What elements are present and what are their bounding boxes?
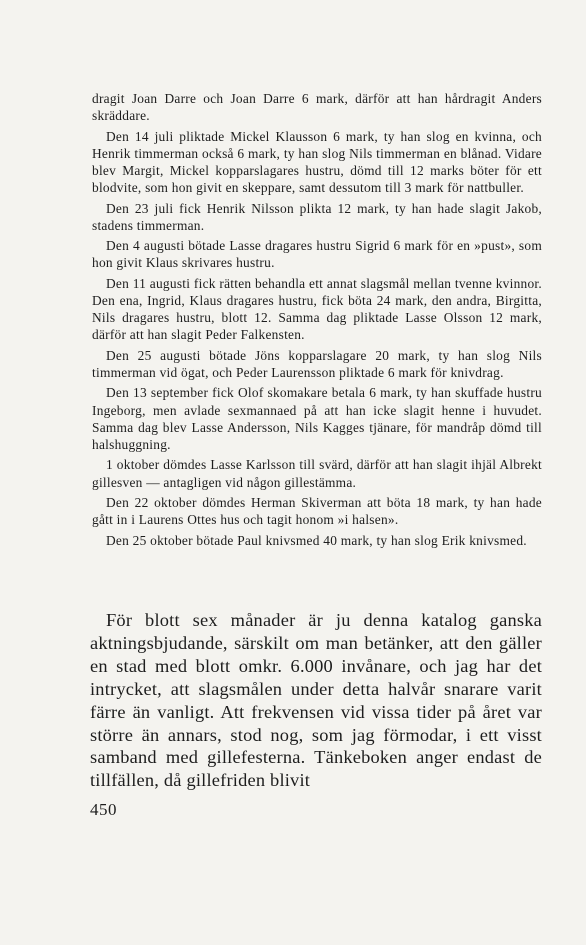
record-entry: Den 23 juli fick Henrik Nilsson plikta 12 mark, ty han hade slagit Jakob, stadens timmerman. — [92, 200, 542, 233]
main-paragraph: För blott sex månader är ju denna katalog ganska aktningsbjudande, särskilt om man betänker, att den gäller en stad med blott omkr. 6.000 invånare, och jag har det intrycket, att slagsmålen under detta halvår snarare varit färre än vanligt. Att frekvensen vid vissa tider på året var större än annars, stod nog, som jag förmodar, i ett visst samband med gillefesterna. Tänkeboken anger endast de tillfällen, då gillefriden blivit — [90, 610, 542, 791]
record-entry: 1 oktober dömdes Lasse Karlsson till svärd, därför att han slagit ihjäl Albrekt gillesven — antagligen vid någon gillestämma. — [92, 457, 542, 490]
page-number: 450 — [90, 800, 117, 819]
record-entry: Den 11 augusti fick rätten behandla ett annat slagsmål mellan tvenne kvinnor. Den ena, Ingrid, Klaus dragares hustru, fick böta 24 mark, den andra, Birgitta, Nils dragares hustru, blott 12. Samma dag pliktade Lasse Olsson 12 mark, därför att han slagit Peder Falkensten. — [92, 275, 542, 343]
record-entry: Den 25 augusti bötade Jöns kopparslagare 20 mark, ty han slog Nils timmerman vid ögat, och Peder Laurensson pliktade 6 mark för knivdrag. — [92, 347, 542, 380]
record-entry: Den 25 oktober bötade Paul knivsmed 40 mark, ty han slog Erik knivsmed. — [106, 532, 527, 548]
record-entry: Den 13 september fick Olof skomakare betala 6 mark, ty han skuffade hustru Ingeborg, men avlade sexmannaed på att han icke slagit henne i huvudet. Samma dag blev Lasse Andersson, Nils Kagges tjänare, för mandråp dömd till halshuggning. — [92, 385, 542, 452]
record-entry: Den 4 augusti bötade Lasse dragares hustru Sigrid 6 mark för en »pust», som hon givit Klaus skrivares hustru. — [92, 238, 542, 271]
record-entry: Den 14 juli pliktade Mickel Klausson 6 mark, ty han slog en kvinna, och Henrik timmerman också 6 mark, ty han slog Nils timmerman en blånad. Vidare blev Margit, Mickel kopparslagares hustru, dömd till 12 marks böter för ett blodvite, som hon givit en skeppare, samt dessutom till 3 mark för nattbuller. — [92, 128, 542, 196]
continuation-paragraph: dragit Joan Darre och Joan Darre 6 mark, därför att han hårdragit Anders skräddare. — [92, 91, 542, 124]
record-entry: Den 22 oktober dömdes Herman Skiverman att böta 18 mark, ty han hade gått in i Laurens Ottes hus och tagit honom »i halsen». — [92, 494, 542, 528]
court-records-text — [92, 90, 542, 552]
main-text — [90, 609, 542, 792]
